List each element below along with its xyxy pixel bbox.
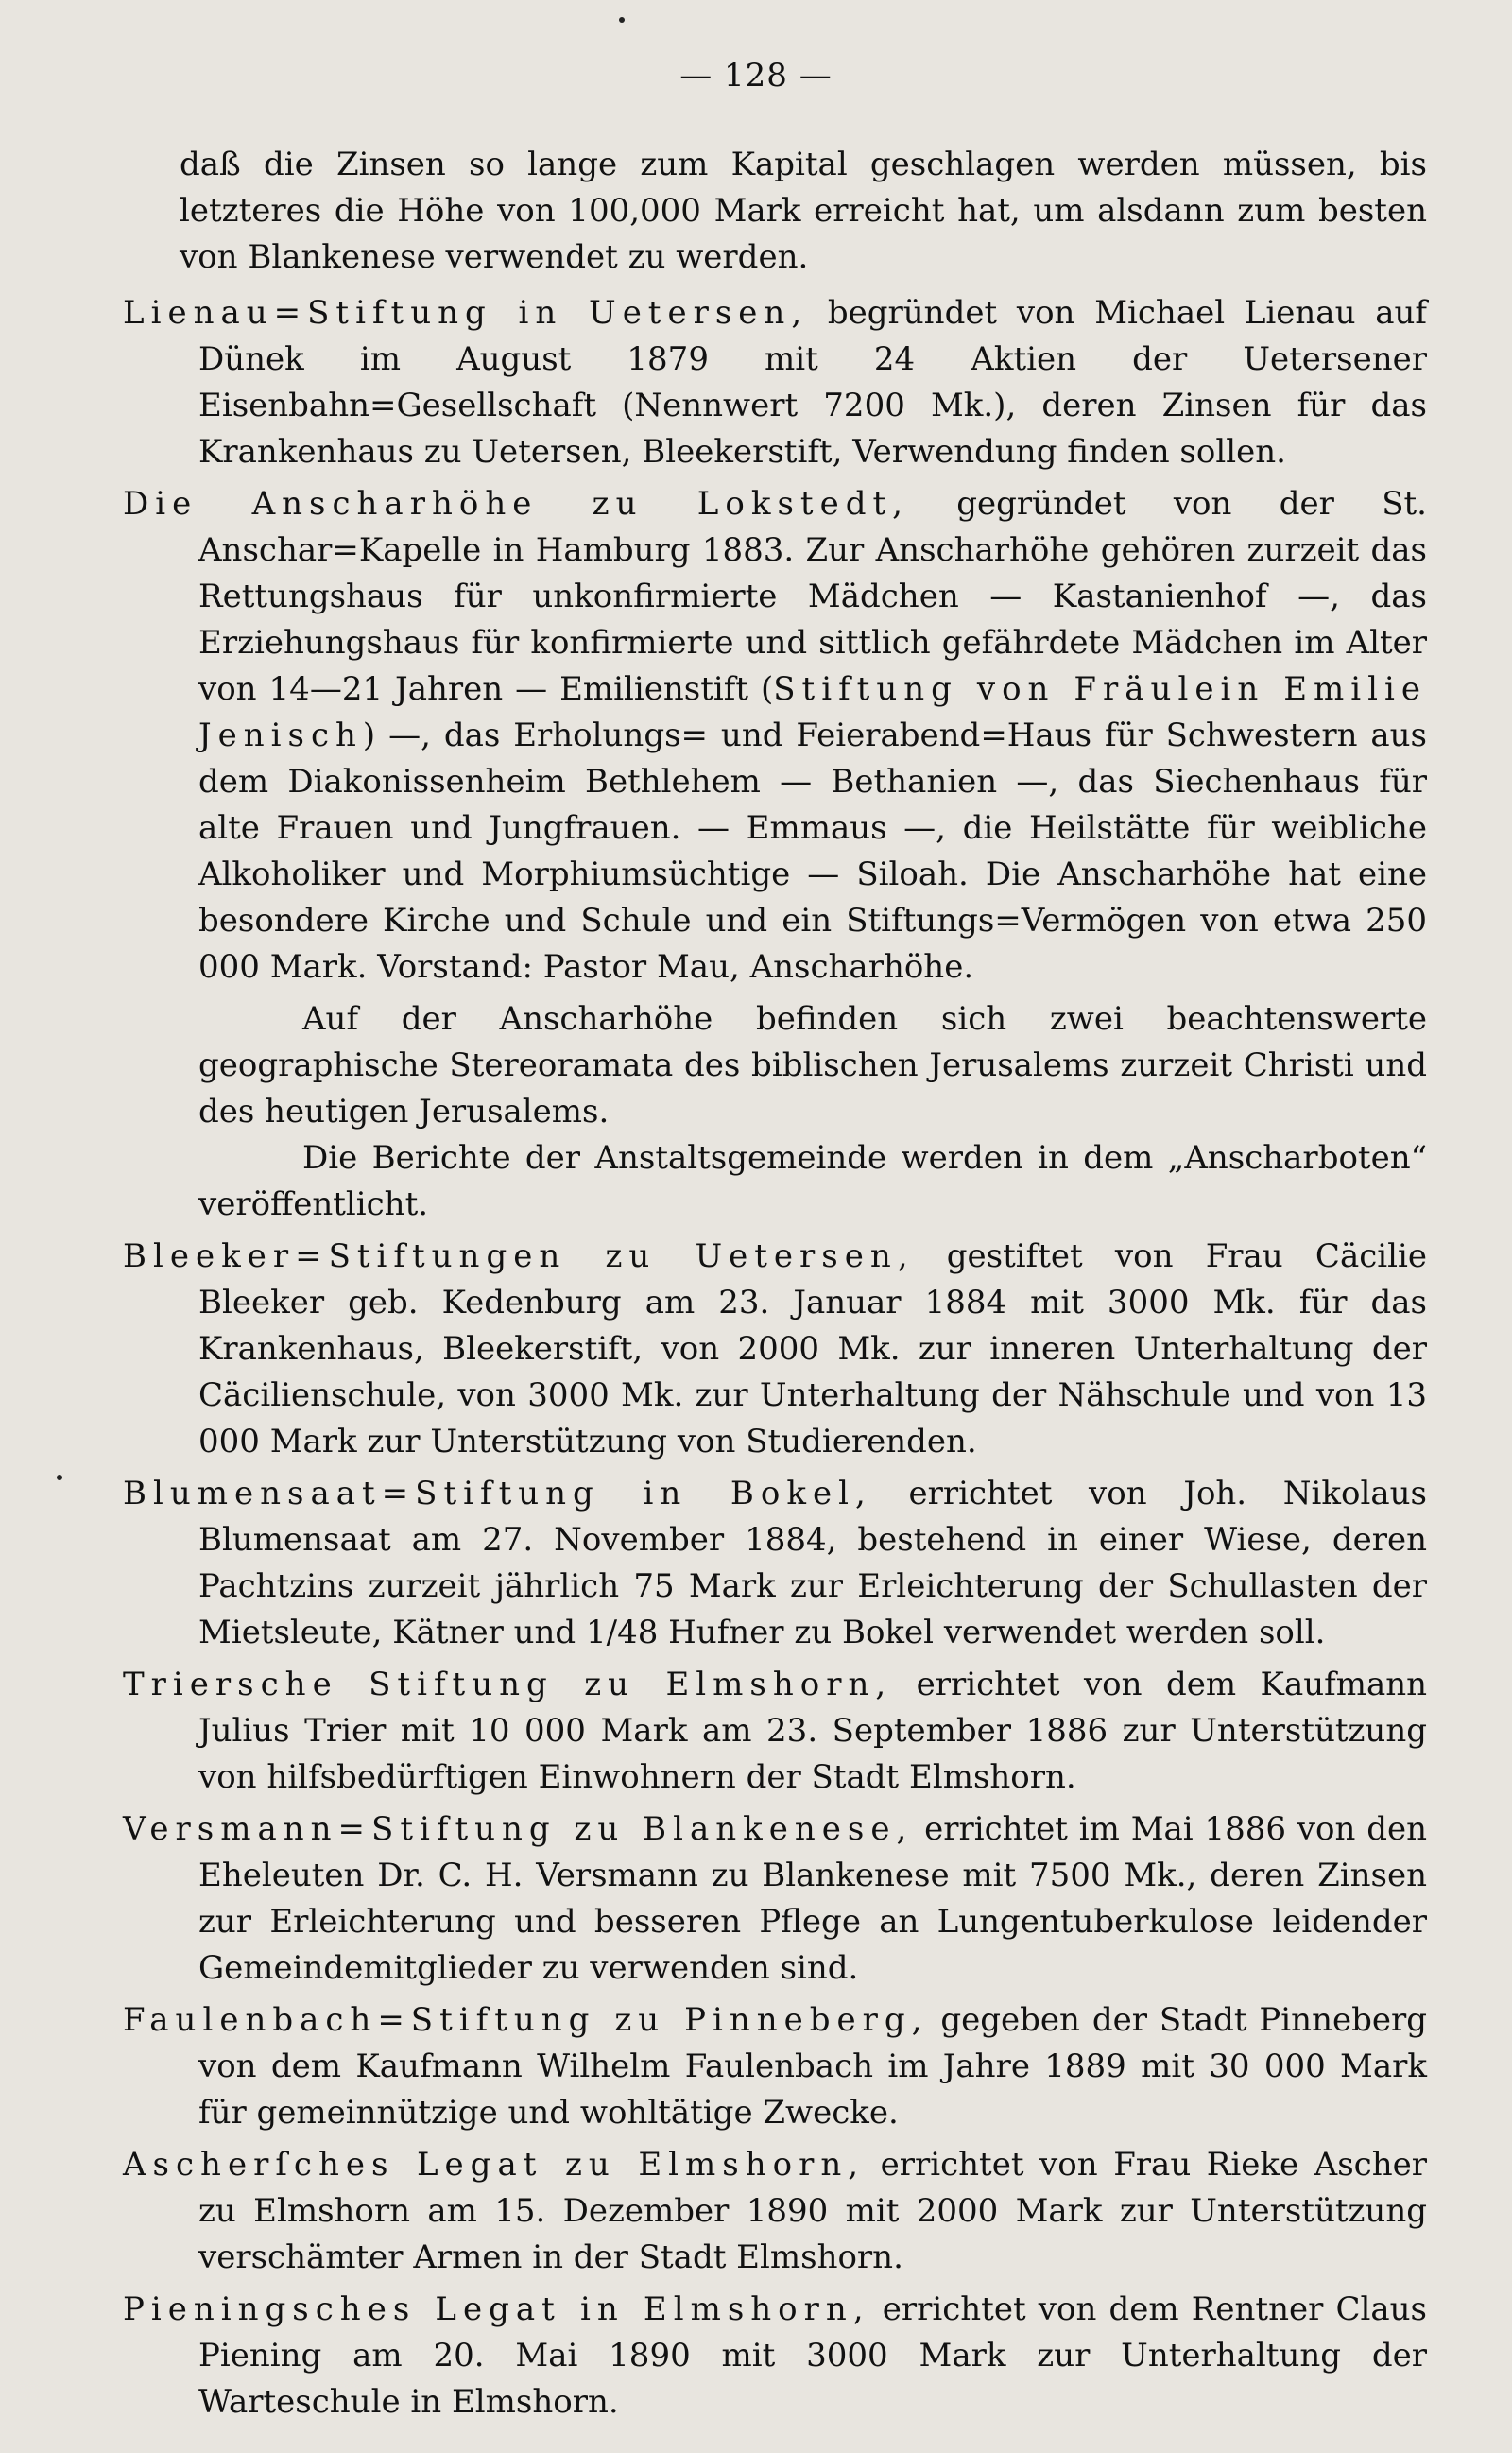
opening-paragraph: daß die Zinsen so lange zum Kapital geschlagen werden müssen, bis letzteres die Höhe von 100,000 Mark erreicht hat, um alsdann zum besten von Blankenese verwendet zu werden. (180, 146, 1427, 276)
page-body (123, 142, 1427, 2431)
page-number: — 128 — (679, 57, 833, 95)
entry-text: ) —, das Erholungs= und Feierabend=Haus für Schwestern aus dem Diakonissenheim Bethlehem — Bethanien —, das Siechenhaus für alte Frauen und Jungfrauen. — Emmaus —, die Heilstätte für weibliche Alkoholiker und Morphiumsüchtige — Siloah. Die Anscharhöhe hat eine besondere Kirche und Schule und ein Stiftungs=Vermögen von etwa 250 000 Mark. Vorstand: Pastor Mau, Anscharhöhe. (198, 717, 1427, 986)
entry-text: errichtet von Joh. Nikolaus Blumensaat am 27. November 1884, bestehend in einer Wiese, deren Pachtzins zurzeit jährlich 75 Mark zur Erleichterung der Schullasten der Mietsleute, Kätner und 1/48 Hufner zu Bokel verwendet werden soll. (198, 1475, 1427, 1651)
entry-ascher (123, 2142, 1427, 2281)
entry-text: gegründet von der St. Anschar=Kapelle in Hamburg 1883. Zur Anscharhöhe gehören zurzeit das Rettungshaus für unkonfirmierte Mädchen — Kastanienhof —, das Erziehungshaus für konfirmierte und sittlich gefährdete Mädchen im Alter von 14—21 Jahren — Emilienstift ( (198, 485, 1427, 708)
entry-versmann (123, 1806, 1427, 1992)
print-speck (57, 1475, 62, 1480)
entry-text: errichtet von dem Kaufmann Julius Trier mit 10 000 Mark am 23. September 1886 zur Unterstützung von hilfsbedürftigen Einwohnern der Stadt Elmshorn. (198, 1666, 1428, 1796)
entry-spaced-text: Stiftung von Fräulein Emilie Jenisch (198, 670, 1427, 754)
entry-heading: Pieningsches Legat in Elmshorn, (123, 2290, 870, 2328)
entry-heading: Bleeker=Stiftungen zu Uetersen, (123, 1237, 915, 1275)
entry-heading: Ascherſches Legat zu Elmshorn, (123, 2146, 866, 2184)
entry-heading: Blumensaat=Stiftung in Bokel, (123, 1475, 872, 1512)
print-speck (619, 17, 625, 23)
entry-blumensaat (123, 1471, 1427, 1656)
entry-heading: Versmann=Stiftung zu Blankenese, (123, 1810, 914, 1848)
entry-heading: Lienau=Stiftung in Uetersen, (123, 294, 809, 332)
entry-text: gegeben der Stadt Pinneberg von dem Kaufmann Wilhelm Faulenbach im Jahre 1889 mit 30 000 Mark für gemeinnützige und wohltätige Zwecke. (198, 2001, 1427, 2132)
entry-piening (123, 2287, 1427, 2426)
entry-text: begründet von Michael Lienau auf Dünek im August 1879 mit 24 Aktien der Uetersener Eisenbahn=Gesellschaft (Nennwert 7200 Mk.), deren Zinsen für das Krankenhaus zu Uetersen, Bleekerstift, Verwendung finden sollen. (198, 294, 1427, 471)
entry-text: errichtet von dem Rentner Claus Piening am 20. Mai 1890 mit 3000 Mark zur Unterhaltung der Warteschule in Elmshorn. (198, 2290, 1427, 2421)
entry-text: errichtet im Mai 1886 von den Eheleuten Dr. C. H. Versmann zu Blankenese mit 7500 Mk., deren Zinsen zur Erleichterung und besseren Pflege an Lungentuberkulose leidender Gemeindemitglieder zu verwenden sind. (198, 1810, 1427, 1987)
entry-lienau (123, 290, 1427, 475)
entry-anscharhoehe (123, 481, 1427, 991)
entry-heading: Faulenbach=Stiftung zu Pinneberg, (123, 2001, 929, 2039)
entry-paragraph: Die Berichte der Anstaltsgemeinde werden in dem „Anscharboten“ veröffentlicht. (198, 1139, 1427, 1223)
entry-text: errichtet von Frau Rieke Ascher zu Elmshorn am 15. Dezember 1890 mit 2000 Mark zur Unterstützung verschämter Armen in der Stadt Elmshorn. (198, 2146, 1427, 2276)
entry-paragraph: Auf der Anscharhöhe befinden sich zwei beachtenswerte geographische Stereoramata des biblischen Jerusalems zurzeit Christi und des heutigen Jerusalems. (198, 1000, 1427, 1131)
entry-text: gestiftet von Frau Cäcilie Bleeker geb. Kedenburg am 23. Januar 1884 mit 3000 Mk. für das Krankenhaus, Bleekerstift, von 2000 Mk. zur inneren Unterhaltung der Cäcilienschule, von 3000 Mk. zur Unterhaltung der Nähschule und von 13 000 Mark zur Unterstützung von Studierenden. (198, 1237, 1427, 1460)
entry-faulenbach (123, 1997, 1427, 2136)
entry-bleeker (123, 1234, 1427, 1465)
entry-heading: Die Anscharhöhe zu Lokstedt, (123, 485, 909, 523)
entry-trier (123, 1662, 1427, 1801)
entry-heading: Triersche Stiftung zu Elmshorn, (123, 1666, 893, 1703)
